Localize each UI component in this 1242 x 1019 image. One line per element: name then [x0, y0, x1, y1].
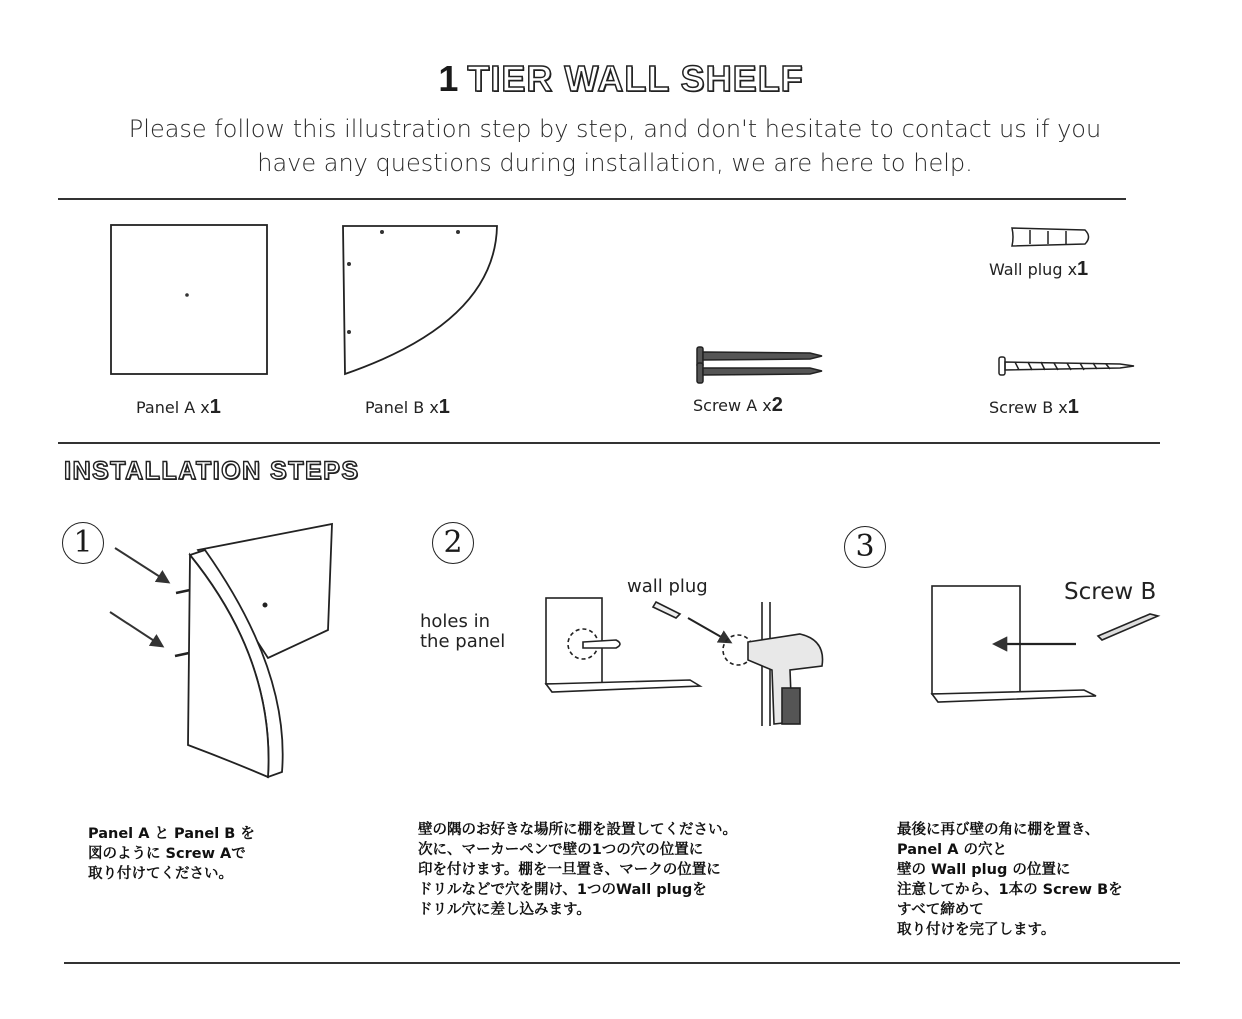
- step-2-plug-label: wall plug: [627, 576, 708, 597]
- divider-middle: [58, 442, 1160, 444]
- screw-b-drawing: [999, 357, 1134, 375]
- section-title: INSTALLATION STEPS: [64, 457, 360, 485]
- page-title: [0, 58, 1242, 100]
- panel-a-label: Panel A x1: [136, 396, 221, 418]
- step-3-screw-label: Screw B: [1064, 579, 1157, 605]
- step-2-holes-label: holes in: [420, 611, 491, 632]
- step-3-number: 3: [844, 526, 886, 568]
- divider-bottom: [64, 962, 1180, 964]
- step-3-drawing: [932, 579, 1158, 702]
- step-2-holes-label-2: the panel: [420, 631, 506, 652]
- wall-plug-label: Wall plug x1: [989, 258, 1089, 280]
- screw-a-label: Screw A x2: [693, 394, 783, 416]
- step-2-drawing: [420, 576, 823, 726]
- screw-b-label: Screw B x1: [989, 396, 1079, 418]
- step-1-drawing: [110, 524, 332, 777]
- steps-illustration: [0, 510, 1242, 790]
- wall-plug-drawing: [1012, 228, 1089, 246]
- step-2-text: 壁の隅のお好きな場所に棚を設置してください。 次に、マーカーペンで壁の1つの穴の位置に 印を付けます。棚を一旦置き、マークの位置に ドリルなどで穴を開け、1つのWall plugを ドリル穴に差し込みます。: [418, 822, 737, 918]
- step-2-number: 2: [432, 522, 474, 564]
- panel-b-drawing: [343, 226, 497, 374]
- step-3-text: 最後に再び壁の角に棚を置き、 Panel A の穴と 壁の Wall plug の位置に 注意してから、1本の Screw Bを すべて締めて 取り付けを完了します。: [897, 822, 1123, 938]
- step-1-number: 1: [62, 522, 104, 564]
- intro-text: Please follow this illustration step by step, and don't hesitate to contact us if you have any questions during installation, we are here to help.: [128, 115, 1102, 177]
- panel-a-drawing: [111, 225, 267, 374]
- title-number: 1: [438, 58, 460, 99]
- title-text: TIER WALL SHELF: [467, 58, 804, 99]
- panel-b-label: Panel B x1: [365, 396, 450, 418]
- step-1-text: Panel A と Panel B を 図のように Screw Aで 取り付けてください。: [88, 826, 255, 882]
- screw-a-drawing: [697, 347, 822, 383]
